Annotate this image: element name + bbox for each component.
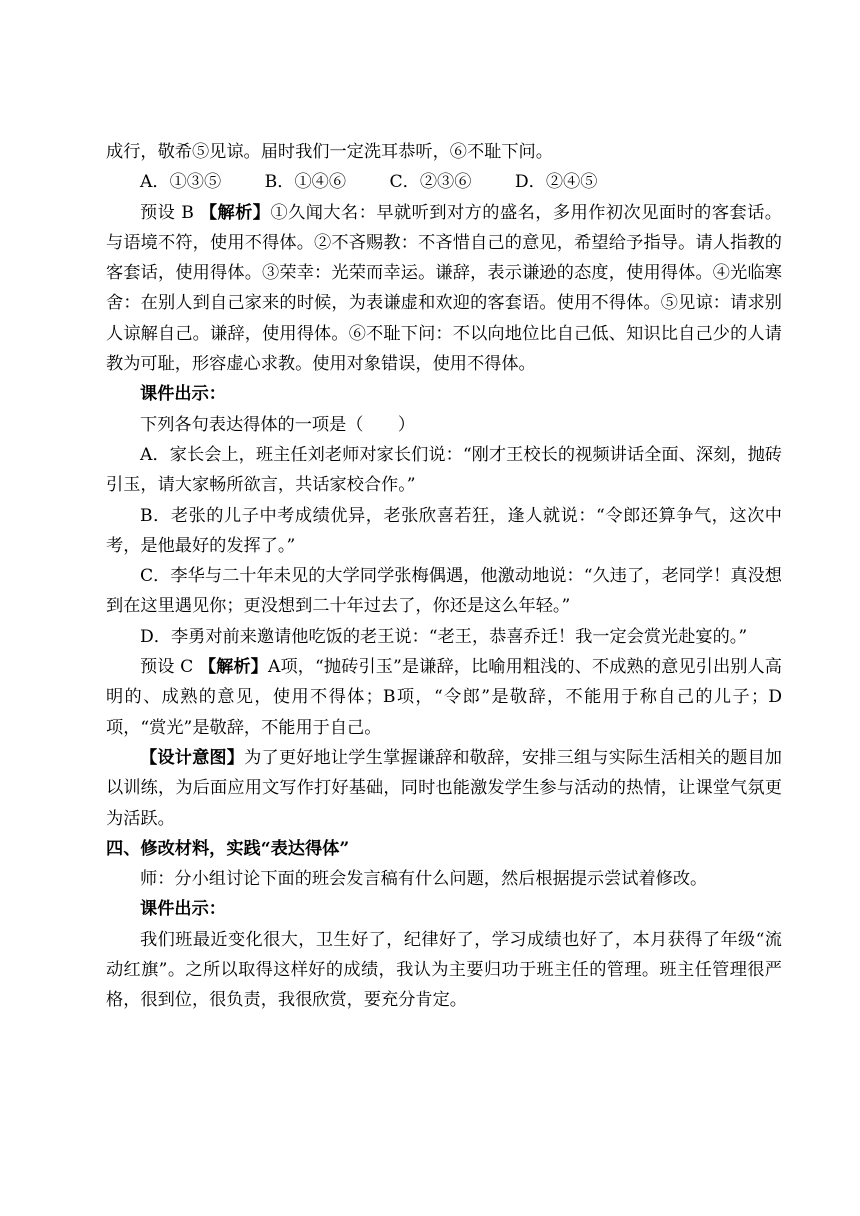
option-a: A．①③⑤ [140, 172, 222, 193]
design-intent-paragraph [106, 743, 782, 834]
question-option-b: B．老张的儿子中考成绩优异，老张欣喜若狂，逢人就说：“令郎还算争气，这次中考，是他最好的发挥了。” [106, 505, 782, 556]
analysis-paragraph-1 [106, 198, 782, 380]
option-d: D．②④⑤ [514, 172, 598, 193]
question-option-c: C．李华与二十年未见的大学同学张梅偶遇，他激动地说：“久违了，老同学！真没想到在这里遇见你；更没想到二十年过去了，你还是这么年轻。” [106, 566, 782, 617]
document-body [106, 137, 782, 1016]
analysis-tag: 【解析】 [199, 202, 271, 223]
option-b: B．①④⑥ [264, 172, 347, 193]
analysis-text: A项，“抛砖引玉”是谦辞，比喻用粗浅的、不成熟的意见引出别人高明的、成熟的意见，使用不得体；B项，“令郎”是敬辞，不能用于称自己的儿子；D项，“赏光”是敬辞，不能用于自己。 [106, 657, 782, 738]
courseware-heading-2: 课件出示： [140, 899, 226, 920]
courseware-heading-1: 课件出示： [140, 384, 226, 405]
speech-draft: 我们班最近变化很大，卫生好了，纪律好了，学习成绩也好了，本月获得了年级“流动红旗”。之所以取得这样好的成绩，我认为主要归功于班主任的管理。班主任管理很严格，很到位，很负责，我很欣赏，要充分肯定。 [106, 929, 782, 1011]
question-stem: 下列各句表达得体的一项是（ ） [140, 414, 416, 435]
option-c: C．②③⑥ [389, 172, 472, 193]
question-option-d: D．李勇对前来邀请他吃饭的老王说：“老王，恭喜乔迁！我一定会赏光赴宴的。” [140, 626, 748, 647]
question-option-a: A．家长会上，班主任刘老师对家长们说：“刚才王校长的视频讲话全面、深刻，抛砖引玉，请大家畅所欲言，共话家校合作。” [106, 444, 782, 496]
analysis-tag: 【解析】 [198, 657, 268, 678]
analysis-paragraph-2 [106, 652, 782, 743]
paragraph-continuation: 成行，敬希⑤见谅。届时我们一定洗耳恭听，⑥不耻下问。 [106, 142, 553, 162]
design-intent-tag: 【设计意图】 [140, 747, 245, 768]
design-intent-text: 为了更好地让学生掌握谦辞和敬辞，安排三组与实际生活相关的题目加以训练，为后面应用文写作打好基础，同时也能激发学生参与活动的热情，让课堂气氛更为活跃。 [106, 747, 782, 829]
section-heading-4: 四、修改材料，实践“表达得体” [106, 838, 350, 859]
preset-answer: 预设 B [140, 202, 200, 223]
answer-options-1 [106, 167, 782, 197]
teacher-instruction: 师：分小组讨论下面的班会发言稿有什么问题，然后根据提示尝试着修改。 [140, 869, 708, 890]
analysis-text: ①久闻大名：早就听到对方的盛名，多用作初次见面时的客套话。与语境不符，使用不得体。②不吝赐教：不吝惜自己的意见，希望给予指导。请人指教的客套话，使用得体。③荣幸：光荣而幸运。谦辞，表示谦逊的态度，使用得体。④光临寒舍：在别人到自己家来的时候，为表谦虚和欢迎的客套语。使用不得体。⑤见谅：请求别人谅解自己。谦辞，使用得体。⑥不耻下问：不以向地位比自己低、知识比自己少的人请教为可耻，形容虚心求教。使用对象错误，使用不得体。 [106, 202, 782, 375]
preset-answer: 预设 C [140, 657, 199, 678]
